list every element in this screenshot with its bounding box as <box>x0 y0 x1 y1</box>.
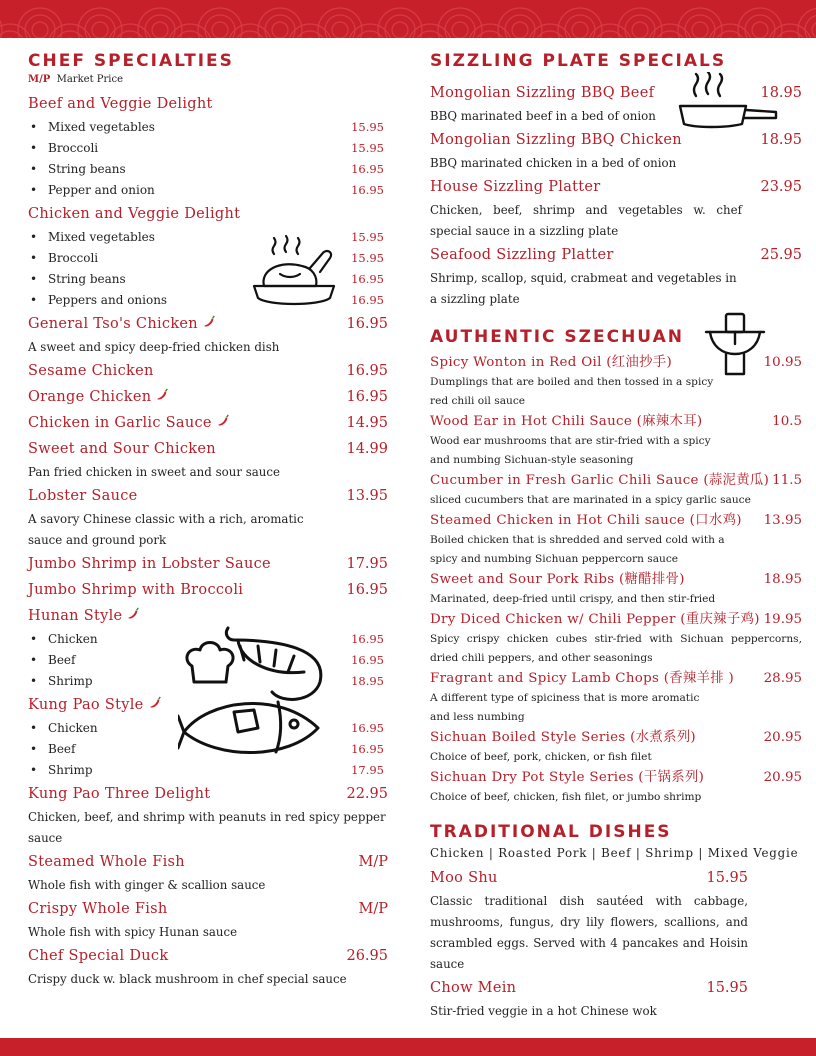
item-description: Choice of beef, pork, chicken, or fish filet <box>430 751 652 763</box>
item-description: BBQ marinated beef in a bed of onion <box>430 109 656 123</box>
item-description: A sweet and spicy deep-fried chicken dish <box>28 340 280 354</box>
sub-item-label: • Chicken <box>28 629 98 650</box>
item-price: 23.95 <box>760 179 802 195</box>
item-name: Dry Diced Chicken w/ Chili Pepper (重庆辣子鸡) <box>430 612 760 627</box>
item-price: 14.95 <box>346 415 388 431</box>
sub-item-price: 15.95 <box>351 120 384 134</box>
item-name: Jumbo Shrimp with Broccoli <box>28 582 244 598</box>
item-name: Moo Shu <box>430 870 498 886</box>
sub-item <box>28 760 388 781</box>
menu-item <box>28 781 388 807</box>
sub-item <box>28 180 388 201</box>
sub-list-beef-veggie <box>28 117 388 201</box>
item-description: Whole fish with ginger & scallion sauce <box>28 878 266 892</box>
menu-item <box>430 668 802 689</box>
szechuan-list <box>430 352 802 807</box>
item-description: Marinated, deep-fried until crispy, and then stir-fried <box>430 593 716 605</box>
item-name: Seafood Sizzling Platter <box>430 247 614 263</box>
sub-item <box>28 117 388 138</box>
item-description: Shrimp, scallop, squid, crabmeat and vegetables in a sizzling plate <box>430 271 737 306</box>
item-price: 11.5 <box>772 473 802 488</box>
item-price: 18.95 <box>760 132 802 148</box>
sub-item-label: • String beans <box>28 269 126 290</box>
item-name: Crispy Whole Fish <box>28 901 168 917</box>
item-price: 13.95 <box>763 513 802 528</box>
item-price: 15.95 <box>706 870 748 886</box>
sub-item-price: 15.95 <box>351 251 384 265</box>
sub-item-label: • Beef <box>28 650 75 671</box>
item-name: Chef Special Duck <box>28 948 169 964</box>
item-description: Dumplings that are boiled and then tossed in a spicy red chili oil sauce <box>430 376 714 407</box>
item-price: M/P <box>358 854 388 870</box>
item-name: Jumbo Shrimp in Lobster Sauce <box>28 556 271 572</box>
item-price: 26.95 <box>346 948 388 964</box>
footer-band <box>0 1038 816 1056</box>
item-name: Cucumber in Fresh Garlic Chili Sauce (蒜泥黄瓜) <box>430 473 770 488</box>
menu-item <box>28 436 388 462</box>
right-column <box>430 44 802 1022</box>
item-name: Sesame Chicken <box>28 363 154 379</box>
item-price: 10.5 <box>772 414 802 429</box>
market-price-note <box>28 74 388 85</box>
item-price: 14.99 <box>346 441 388 457</box>
sub-item-price: 16.95 <box>351 632 384 646</box>
traditional-list <box>430 865 802 1022</box>
sub-item-price: 18.95 <box>351 674 384 688</box>
chili-pepper-icon <box>126 607 140 621</box>
menu-item <box>28 577 388 603</box>
item-description: Boiled chicken that is shredded and served cold with a spicy and numbing Sichuan peppercorn sauce <box>430 534 725 565</box>
item-name: Kung Pao Three Delight <box>28 786 211 802</box>
sub-item <box>28 159 388 180</box>
item-name: Spicy Wonton in Red Oil (红油抄手) <box>430 355 673 370</box>
chili-pepper-icon <box>155 388 169 402</box>
sub-item <box>28 138 388 159</box>
item-description: Wood ear mushrooms that are stir-fried with a spicy and numbing Sichuan-style seasoning <box>430 435 711 466</box>
section-title-sizzling: SIZZLING PLATE SPECIALS <box>430 51 727 71</box>
item-price: 20.95 <box>763 770 802 785</box>
item-description: A different type of spiciness that is more aromatic and less numbing <box>430 692 700 723</box>
item-price: 16.95 <box>346 363 388 379</box>
menu-item <box>430 174 802 200</box>
item-name: Beef and Veggie Delight <box>28 96 213 112</box>
item-name: Hunan Style <box>28 608 123 624</box>
menu-item <box>430 510 802 531</box>
menu-item <box>28 551 388 577</box>
chili-pepper-icon <box>216 414 230 428</box>
sub-item-label: • Beef <box>28 739 75 760</box>
item-price: M/P <box>358 901 388 917</box>
item-name: Mongolian Sizzling BBQ Chicken <box>430 132 682 148</box>
menu-item <box>430 727 802 748</box>
sub-item-label: • Shrimp <box>28 760 93 781</box>
menu-item <box>430 127 802 153</box>
traditional-choices: Chicken | Roasted Pork | Beef | Shrimp | Mixed Veggie <box>430 846 799 860</box>
item-description: Spicy crispy chicken cubes stir-fried with Sichuan peppercorns, dried chili peppers, and other seasonings <box>430 633 802 664</box>
sub-item-price: 16.95 <box>351 653 384 667</box>
menu-item <box>430 569 802 590</box>
item-price: 13.95 <box>346 488 388 504</box>
menu-item <box>28 849 388 875</box>
mp-text: Market Price <box>56 74 123 85</box>
item-price: 16.95 <box>346 582 388 598</box>
sub-item-label: • Peppers and onions <box>28 290 167 311</box>
item-name: Sichuan Boiled Style Series (水煮系列) <box>430 730 696 745</box>
item-price: 16.95 <box>346 316 388 332</box>
item-name: Steamed Whole Fish <box>28 854 185 870</box>
item-price: 15.95 <box>706 980 748 996</box>
menu-item <box>28 896 388 922</box>
item-description: Classic traditional dish sautéed with cabbage, mushrooms, fungus, dry lily flowers, scallions, and scrambled eggs. Served with 4 pancakes and Hoisin sauce <box>430 894 748 971</box>
menu-item <box>430 470 802 491</box>
item-description: Crispy duck w. black mushroom in chef special sauce <box>28 972 347 986</box>
item-name: Steamed Chicken in Hot Chili sauce (口水鸡) <box>430 513 742 528</box>
menu-item <box>430 411 802 432</box>
item-name: Fragrant and Spicy Lamb Chops (香辣羊排 ) <box>430 671 735 686</box>
item-price: 18.95 <box>763 572 802 587</box>
menu-item <box>28 483 388 509</box>
sub-item-price: 16.95 <box>351 162 384 176</box>
menu-item <box>28 384 388 410</box>
item-description: sliced cucumbers that are marinated in a spicy garlic sauce <box>430 494 751 506</box>
item-name: Chow Mein <box>430 980 517 996</box>
item-price: 16.95 <box>346 389 388 405</box>
menu-item <box>28 201 388 227</box>
menu-item <box>28 91 388 117</box>
section-title-traditional: TRADITIONAL DISHES <box>430 822 672 842</box>
item-name: Kung Pao Style <box>28 697 144 713</box>
item-description: Chicken, beef, and shrimp with peanuts in red spicy pepper sauce <box>28 810 386 845</box>
item-description: A savory Chinese classic with a rich, aromatic sauce and ground pork <box>28 512 304 547</box>
sub-item-price: 15.95 <box>351 230 384 244</box>
sub-item-price: 16.95 <box>351 272 384 286</box>
sub-item-label: • String beans <box>28 159 126 180</box>
item-name: General Tso's Chicken <box>28 316 198 332</box>
item-name: Chicken in Garlic Sauce <box>28 415 212 431</box>
sub-item-price: 16.95 <box>351 742 384 756</box>
item-name: Sweet and Sour Pork Ribs (糖醋排骨) <box>430 572 685 587</box>
item-price: 22.95 <box>346 786 388 802</box>
chef-specialties-column <box>28 44 388 990</box>
item-price: 20.95 <box>763 730 802 745</box>
chili-pepper-icon <box>148 696 162 710</box>
item-description: Choice of beef, chicken, fish filet, or jumbo shrimp <box>430 791 702 803</box>
item-name: Wood Ear in Hot Chili Sauce (麻辣木耳) <box>430 414 703 429</box>
item-description: Stir-fried veggie in a hot Chinese wok <box>430 1004 657 1018</box>
menu-item <box>28 410 388 436</box>
sub-item-price: 17.95 <box>351 763 384 777</box>
sub-item-label: • Mixed vegetables <box>28 227 155 248</box>
item-name: Mongolian Sizzling BBQ Beef <box>430 85 655 101</box>
item-price: 17.95 <box>346 556 388 572</box>
item-description: Whole fish with spicy Hunan sauce <box>28 925 238 939</box>
chili-pepper-icon <box>202 315 216 329</box>
header-wave-band <box>0 0 816 38</box>
item-description: BBQ marinated chicken in a bed of onion <box>430 156 677 170</box>
item-name: House Sizzling Platter <box>430 179 601 195</box>
menu-item <box>28 943 388 969</box>
sub-item-label: • Pepper and onion <box>28 180 155 201</box>
sub-item-price: 16.95 <box>351 293 384 307</box>
menu-item <box>28 358 388 384</box>
sub-item-price: 15.95 <box>351 141 384 155</box>
item-description: Pan fried chicken in sweet and sour sauce <box>28 465 280 479</box>
section-title-chef-specialties: CHEF SPECIALTIES <box>28 51 234 71</box>
menu-item <box>28 311 388 337</box>
sizzling-pan-icon <box>676 72 778 130</box>
menu-item <box>430 242 802 268</box>
sub-item-label: • Chicken <box>28 718 98 739</box>
sub-item-price: 16.95 <box>351 183 384 197</box>
sub-item-label: • Shrimp <box>28 671 93 692</box>
sub-item-label: • Mixed vegetables <box>28 117 155 138</box>
shrimp-fish-chef-hat-icon <box>178 620 328 762</box>
item-price: 18.95 <box>760 85 802 101</box>
item-name: Sichuan Dry Pot Style Series (干锅系列) <box>430 770 705 785</box>
item-description: Chicken, beef, shrimp and vegetables w. chef special sauce in a sizzling plate <box>430 203 742 238</box>
menu-item <box>430 767 802 788</box>
item-name: Chicken and Veggie Delight <box>28 206 241 222</box>
menu-item <box>430 609 802 630</box>
sub-item-label: • Broccoli <box>28 248 98 269</box>
sub-item-price: 16.95 <box>351 721 384 735</box>
item-name: Orange Chicken <box>28 389 152 405</box>
menu-item <box>430 865 748 891</box>
menu-item <box>430 975 748 1001</box>
mp-abbr: M/P <box>28 74 51 85</box>
roast-chicken-icon <box>250 234 338 310</box>
item-price: 10.95 <box>763 355 802 370</box>
item-price: 28.95 <box>763 671 802 686</box>
section-title-szechuan: AUTHENTIC SZECHUAN <box>430 327 684 347</box>
item-name: Lobster Sauce <box>28 488 138 504</box>
hot-pot-icon <box>704 312 766 376</box>
item-name: Sweet and Sour Chicken <box>28 441 216 457</box>
item-price: 19.95 <box>763 612 802 627</box>
item-price: 25.95 <box>760 247 802 263</box>
sub-item-label: • Broccoli <box>28 138 98 159</box>
